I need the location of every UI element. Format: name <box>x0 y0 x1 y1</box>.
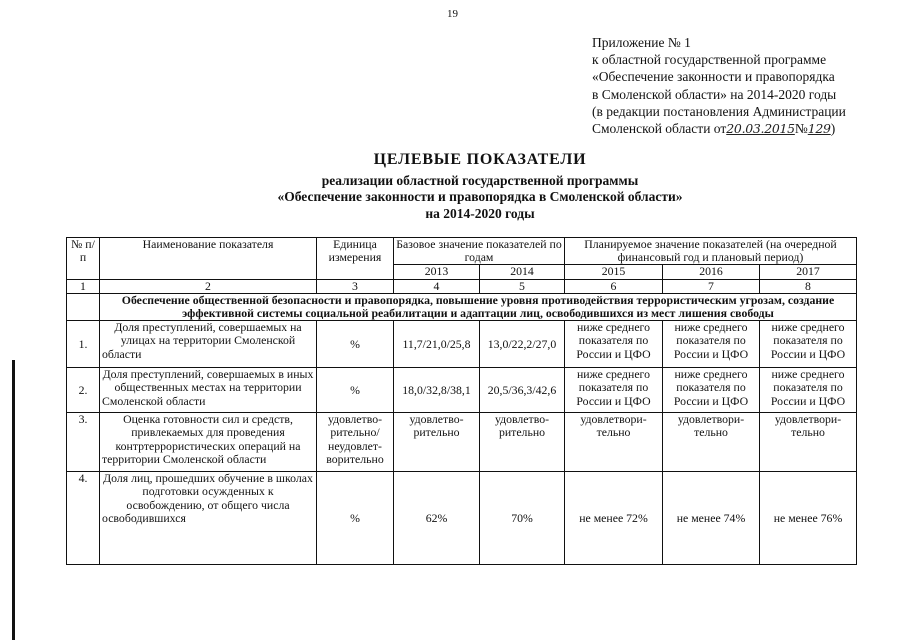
table-row <box>67 413 857 472</box>
table-row <box>67 472 857 565</box>
row-value-2015: удовлетвори-тельно <box>565 413 663 472</box>
row-value-2016: ниже среднего показателя по России и ЦФО <box>663 321 760 368</box>
row-value-2014: 70% <box>480 472 565 565</box>
column-index: 3 <box>317 279 394 293</box>
header-year: 2015 <box>565 265 663 279</box>
header-year: 2013 <box>394 265 480 279</box>
row-unit: % <box>317 368 394 413</box>
title-sub-2: «Обеспечение законности и правопорядка в Смоленской области» <box>277 189 683 205</box>
section-row <box>67 293 857 320</box>
row-value-2017: ниже среднего показателя по России и ЦФО <box>760 368 857 413</box>
appendix-line: Приложение № 1 <box>592 35 691 50</box>
row-value-2016: не менее 74% <box>663 472 760 565</box>
header-num: № п/п <box>67 238 100 280</box>
row-value-2013: 11,7/21,0/25,8 <box>394 321 480 368</box>
section-title: Обеспечение общественной безопасности и правопорядка, повышение уровня противодействия террористическим угрозам, создание эффективной системы социальной реабилитации и адаптации лиц, освободившихся из мест лишения свободы <box>100 293 857 320</box>
column-index: 8 <box>760 279 857 293</box>
header-year: 2017 <box>760 265 857 279</box>
number-sign: № <box>794 120 808 136</box>
appendix-line: в Смоленской области» на 2014-2020 годы <box>592 86 837 102</box>
column-index: 7 <box>663 279 760 293</box>
row-value-2015: ниже среднего показателя по России и ЦФО <box>565 321 663 368</box>
row-value-2013: 18,0/32,8/38,1 <box>394 368 480 413</box>
row-value-2013: 62% <box>394 472 480 565</box>
scan-edge-mark <box>12 360 15 640</box>
document-title <box>100 151 860 222</box>
table-row <box>67 368 857 413</box>
row-unit: % <box>317 472 394 565</box>
row-name: Оценка готовности сил и средств, привлекаемых для проведения контртеррористических операций на территории Смоленской области <box>100 413 317 472</box>
row-value-2015: ниже среднего показателя по России и ЦФО <box>565 368 663 413</box>
row-unit: удовлетво-рительно/ неудовлет-ворительно <box>317 413 394 472</box>
row-unit: % <box>317 321 394 368</box>
page-number: 19 <box>447 8 458 20</box>
row-value-2015: не менее 72% <box>565 472 663 565</box>
row-value-2016: удовлетвори-тельно <box>663 413 760 472</box>
row-value-2014: 13,0/22,2/27,0 <box>480 321 565 368</box>
row-num: 4. <box>67 472 100 565</box>
column-index: 1 <box>67 279 100 293</box>
row-value-2014: 20,5/36,3/42,6 <box>480 368 565 413</box>
appendix-line: к областной государственной программе <box>592 52 827 68</box>
table-header-row <box>67 238 857 265</box>
handwritten-number: 129 <box>807 120 831 136</box>
row-name: Доля преступлений, совершаемых на улицах на территории Смоленской области <box>100 321 317 368</box>
header-unit: Единица измерения <box>317 238 394 280</box>
row-num: 2. <box>67 368 100 413</box>
appendix-note <box>592 34 892 137</box>
title-sub-3: на 2014-2020 годы <box>425 205 535 221</box>
row-num: 3. <box>67 413 100 472</box>
column-index: 4 <box>394 279 480 293</box>
row-name: Доля преступлений, совершаемых в иных общественных местах на территории Смоленской области <box>100 368 317 413</box>
appendix-line: «Обеспечение законности и правопорядка <box>592 69 835 85</box>
row-value-2017: не менее 76% <box>760 472 857 565</box>
appendix-closing-paren: ) <box>830 120 836 136</box>
row-value-2016: ниже среднего показателя по России и ЦФО <box>663 368 760 413</box>
indicators-table <box>66 237 857 565</box>
row-name: Доля лиц, прошедших обучение в школах подготовки осужденных к освобождению, от общего числа освободившихся <box>100 472 317 565</box>
appendix-line: (в редакции постановления Администрации <box>592 103 846 119</box>
header-year: 2014 <box>480 265 565 279</box>
table-index-row <box>67 279 857 293</box>
column-index: 6 <box>565 279 663 293</box>
column-index: 2 <box>100 279 317 293</box>
row-value-2017: ниже среднего показателя по России и ЦФО <box>760 321 857 368</box>
column-index: 5 <box>480 279 565 293</box>
appendix-date-prefix: Смоленской области от <box>592 120 727 136</box>
title-sub-1: реализации областной государственной программы <box>321 173 639 188</box>
appendix-line-date <box>592 120 892 137</box>
section-num-cell <box>67 293 100 320</box>
row-value-2013: удовлетво-рительно <box>394 413 480 472</box>
header-name: Наименование показателя <box>100 238 317 280</box>
row-value-2014: удовлетво-рительно <box>480 413 565 472</box>
title-main: ЦЕЛЕВЫЕ ПОКАЗАТЕЛИ <box>373 151 587 168</box>
handwritten-date: 20.03.2015 <box>726 120 795 136</box>
header-base: Базовое значение показателей по годам <box>394 238 565 265</box>
row-value-2017: удовлетвори-тельно <box>760 413 857 472</box>
header-plan: Планируемое значение показателей (на очередной финансовый год и плановый период) <box>565 238 857 265</box>
table-row <box>67 321 857 368</box>
row-num: 1. <box>67 321 100 368</box>
header-year: 2016 <box>663 265 760 279</box>
